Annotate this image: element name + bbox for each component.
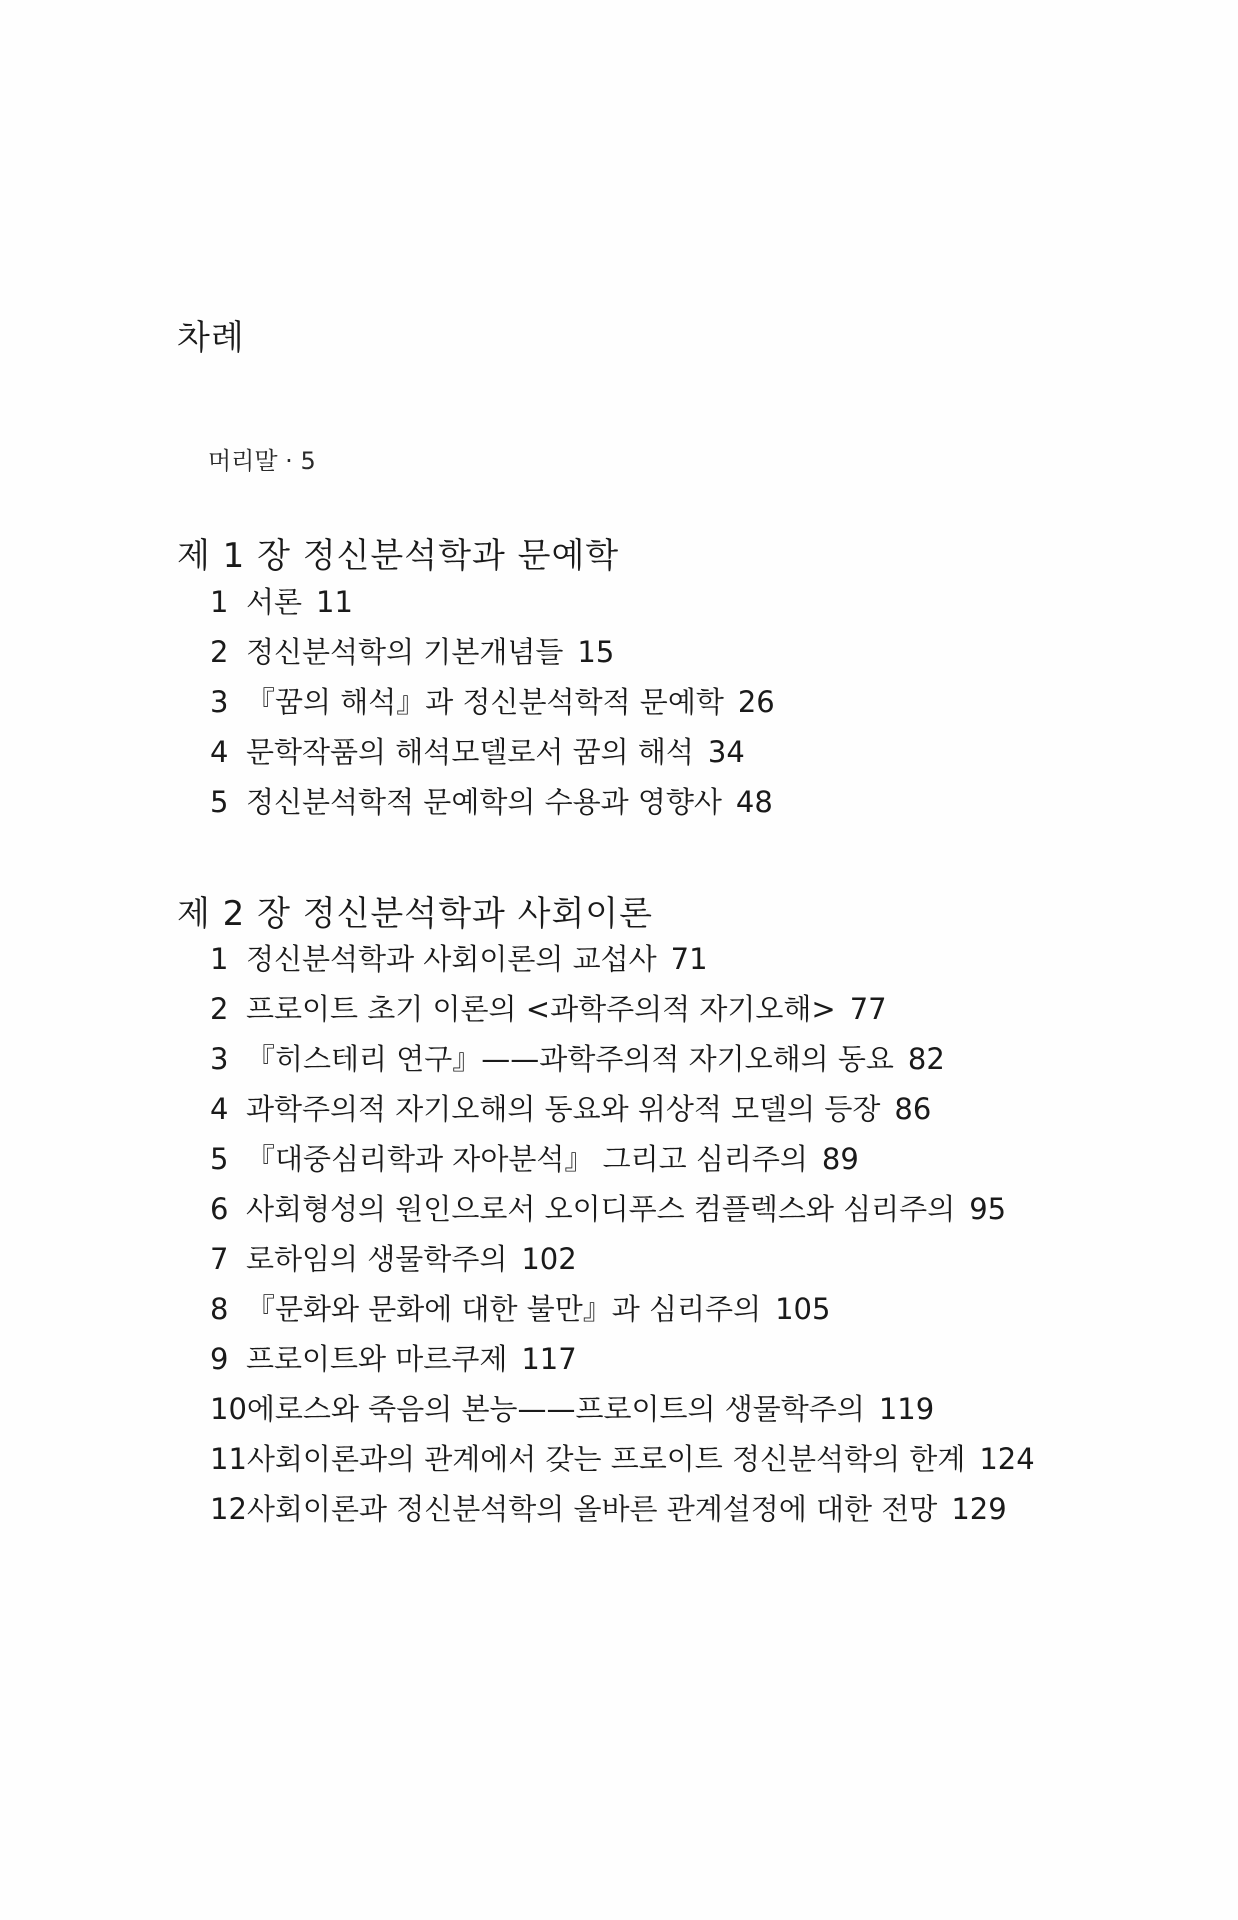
entry-number: 2 bbox=[210, 635, 229, 669]
entry-page-number: 82 bbox=[907, 1042, 945, 1076]
entry-page-number: 89 bbox=[821, 1142, 859, 1176]
entry-page-number: 105 bbox=[775, 1292, 831, 1326]
entry-page-number: 124 bbox=[979, 1442, 1035, 1476]
entry-title: 『꿈의 해석』과 정신분석학적 문예학 bbox=[246, 685, 724, 719]
toc-entry bbox=[210, 1042, 945, 1076]
toc-entry bbox=[210, 1492, 1007, 1526]
entry-page-number: 102 bbox=[521, 1242, 577, 1276]
toc-heading: 차례 bbox=[177, 318, 245, 358]
entry-page-number: 129 bbox=[951, 1492, 1007, 1526]
entry-page-number: 34 bbox=[707, 735, 745, 769]
entry-page-number: 117 bbox=[521, 1342, 577, 1376]
entry-page-number: 77 bbox=[849, 992, 887, 1026]
entry-title: 서론 bbox=[246, 585, 303, 619]
toc-entry bbox=[210, 685, 775, 719]
chapter-1-title: 제 1 장 정신분석학과 문예학 bbox=[177, 536, 620, 576]
entry-title: 사회이론과 정신분석학의 올바른 관계설정에 대한 전망 bbox=[246, 1492, 938, 1526]
entry-number: 1 bbox=[210, 942, 229, 976]
entry-number: 5 bbox=[210, 1142, 229, 1176]
entry-title: 정신분석학과 사회이론의 교섭사 bbox=[246, 942, 657, 976]
toc-entry bbox=[210, 1242, 577, 1276]
entry-title: 정신분석학적 문예학의 수용과 영향사 bbox=[246, 785, 722, 819]
entry-number: 7 bbox=[210, 1242, 229, 1276]
toc-entry bbox=[210, 992, 887, 1026]
chapter-2-title: 제 2 장 정신분석학과 사회이론 bbox=[177, 894, 653, 934]
toc-entry bbox=[210, 635, 615, 669]
entry-number: 5 bbox=[210, 785, 229, 819]
entry-number: 3 bbox=[210, 1042, 229, 1076]
entry-page-number: 26 bbox=[737, 685, 775, 719]
toc-entry bbox=[210, 1092, 932, 1126]
entry-number: 9 bbox=[210, 1342, 229, 1376]
entry-page-number: 119 bbox=[878, 1392, 935, 1426]
entry-page-number: 71 bbox=[670, 942, 708, 976]
toc-entry bbox=[210, 1442, 1035, 1476]
entry-number: 10 bbox=[210, 1392, 247, 1426]
entry-page-number: 15 bbox=[577, 635, 615, 669]
entry-title: 정신분석학의 기본개념들 bbox=[246, 635, 564, 669]
entry-number: 6 bbox=[210, 1192, 229, 1226]
entry-page-number: 86 bbox=[894, 1092, 932, 1126]
entry-title: 로하임의 생물학주의 bbox=[246, 1242, 508, 1276]
preface-entry: 머리말 · 5 bbox=[208, 447, 316, 475]
entry-title: 『대중심리학과 자아분석』 그리고 심리주의 bbox=[246, 1142, 808, 1176]
toc-entry bbox=[210, 1142, 859, 1176]
entry-number: 12 bbox=[210, 1492, 247, 1526]
entry-number: 3 bbox=[210, 685, 229, 719]
entry-number: 1 bbox=[210, 585, 229, 619]
toc-entry bbox=[210, 785, 773, 819]
toc-entry bbox=[210, 735, 745, 769]
toc-entry bbox=[210, 942, 708, 976]
entry-page-number: 48 bbox=[735, 785, 773, 819]
entry-title: 사회형성의 원인으로서 오이디푸스 컴플렉스와 심리주의 bbox=[246, 1192, 956, 1226]
toc-entry bbox=[210, 1292, 831, 1326]
entry-title: 과학주의적 자기오해의 동요와 위상적 모델의 등장 bbox=[246, 1092, 881, 1126]
entry-number: 11 bbox=[210, 1442, 247, 1476]
entry-title: 『문화와 문화에 대한 불만』과 심리주의 bbox=[246, 1292, 762, 1326]
entry-number: 8 bbox=[210, 1292, 229, 1326]
entry-title: 사회이론과의 관계에서 갖는 프로이트 정신분석학의 한계 bbox=[246, 1442, 966, 1476]
entry-title: 프로이트와 마르쿠제 bbox=[246, 1342, 508, 1376]
entry-title: 프로이트 초기 이론의 <과학주의적 자기오해> bbox=[246, 992, 836, 1026]
entry-number: 4 bbox=[210, 735, 229, 769]
entry-page-number: 11 bbox=[316, 585, 353, 619]
entry-number: 2 bbox=[210, 992, 229, 1026]
toc-entry bbox=[210, 1342, 577, 1376]
entry-title: 『히스테리 연구』——과학주의적 자기오해의 동요 bbox=[246, 1042, 894, 1076]
entry-number: 4 bbox=[210, 1092, 229, 1126]
entry-title: 문학작품의 해석모델로서 꿈의 해석 bbox=[246, 735, 694, 769]
entry-page-number: 95 bbox=[969, 1192, 1007, 1226]
toc-entry bbox=[210, 1192, 1007, 1226]
toc-entry bbox=[210, 585, 353, 619]
entry-title: 에로스와 죽음의 본능——프로이트의 생물학주의 bbox=[246, 1392, 865, 1426]
toc-entry bbox=[210, 1392, 935, 1426]
